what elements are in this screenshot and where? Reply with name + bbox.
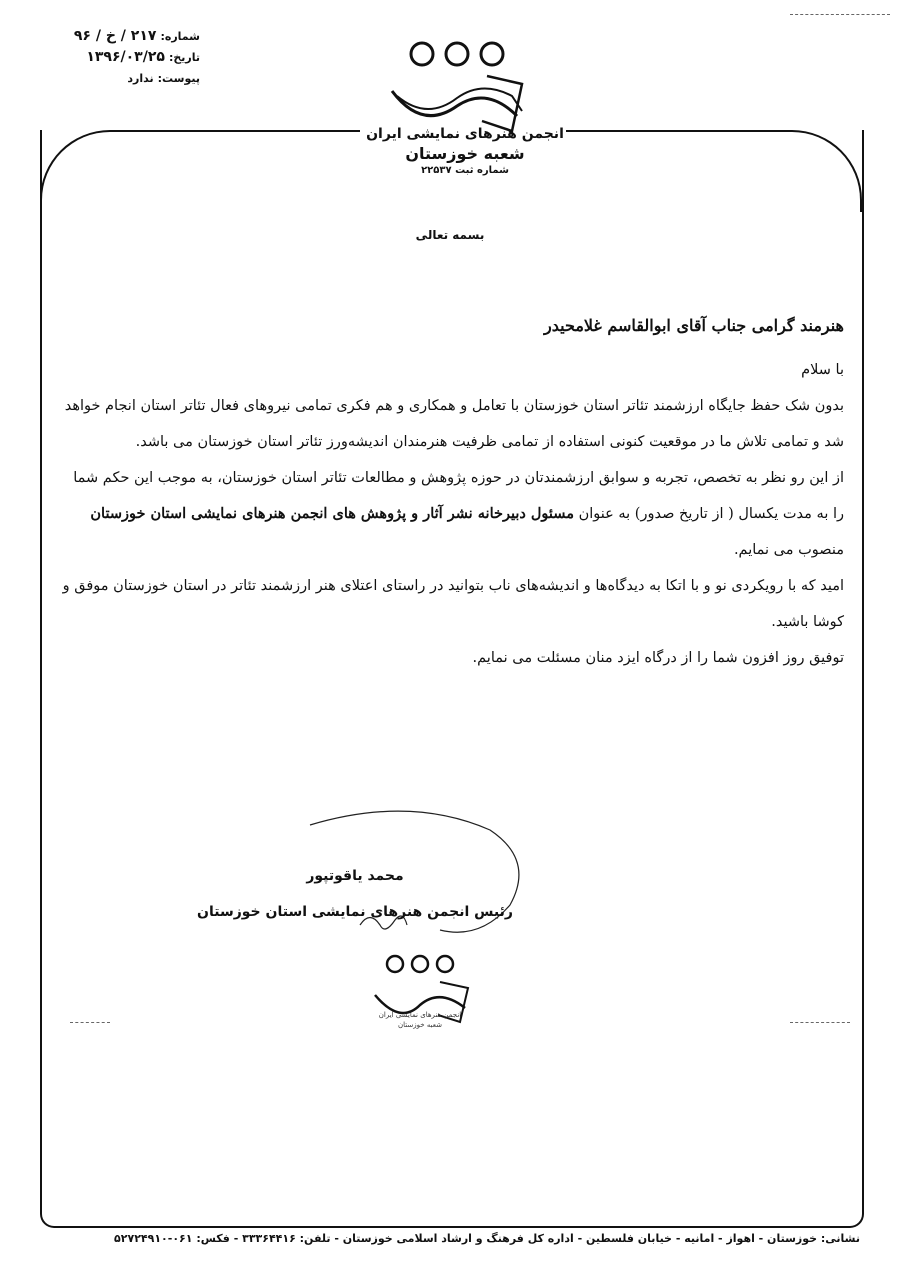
letter-paragraph-2-end: منصوب می نمایم. xyxy=(733,542,844,558)
association-name: انجمن هنرهای نمایشی ایران xyxy=(366,126,564,142)
association-logo-icon xyxy=(382,36,532,136)
letter-paragraph-2-start: از این رو نظر به تخصص، تجربه و سوابق ارزشمندتان در حوزه پژوهش و مطالعات تئاتر استان خوزستان، به موجب این حکم شما را به مدت یکسال ( از تاریخ صدور) به عنوان xyxy=(73,470,844,522)
association-header xyxy=(340,126,590,176)
stamp-line-1: انجمن هنرهای نمایشی ایران xyxy=(378,1011,462,1019)
letter-paragraph-2 xyxy=(62,460,844,568)
letter-number-value: ۲۱۷ / خ / ۹۶ xyxy=(73,28,157,44)
scan-mark xyxy=(790,14,890,16)
letter-body xyxy=(62,308,844,676)
signatory-name: محمد یاقوتپور xyxy=(306,868,404,884)
stamp-text xyxy=(355,1010,485,1030)
letter-greeting: با سلام xyxy=(801,362,844,378)
appointment-position: مسئول دبیرخانه نشر آثار و پژوهش های انجمن هنرهای نمایشی استان خوزستان xyxy=(90,505,574,522)
frame-corner-left xyxy=(40,130,360,212)
letter-attachment-row xyxy=(40,70,200,87)
letter-attachment-value: ندارد xyxy=(127,72,154,85)
association-branch: شعبه خوزستان xyxy=(405,144,525,163)
frame-corner-right xyxy=(566,130,862,212)
letter-number-label: شماره: xyxy=(160,30,200,43)
letter-date-row xyxy=(40,49,200,66)
page-frame xyxy=(40,130,864,1228)
scan-mark xyxy=(790,1022,850,1024)
footer-address: نشانی: خوزستان - اهواز - امانیه - خیابان فلسطین - اداره کل فرهنگ و ارشاد اسلامی خوزستان - تلفن: ۳۳۳۶۴۴۱۶ - فکس: ۰۶۱-۵۲۷۲۴۹۱۰ xyxy=(114,1232,860,1245)
letter-attachment-label: پیوست: xyxy=(157,72,200,85)
scan-mark xyxy=(70,1022,110,1024)
letter-paragraph-1: بدون شک حفظ جایگاه ارزشمند تئاتر استان خوزستان با تعامل و همکاری و هم فکری تمامی نیروهای فعال تئاتر استان انجام خواهد شد و تمامی تلاش ما در موقعیت کنونی استفاده از تمامی ظرفیت هنرمندان اندیشه‌ورز تئاتر استان خوزستان می باشد. xyxy=(64,398,844,450)
registration-number: شماره ثبت ۲۲۵۳۷ xyxy=(421,165,509,176)
letter-recipient: هنرمند گرامی جناب آقای ابوالقاسم غلامحیدر xyxy=(544,316,844,335)
bismillah-heading: بسمه تعالی xyxy=(415,228,485,242)
letter-paragraph-3: امید که با رویکردی نو و با اتکا به دیدگاه‌ها و اندیشه‌های ناب بتوانید در راستای اعتلای هنر ارزشمند تئاتر در استان خوزستان موفق و کوشا باشید. xyxy=(62,578,844,630)
letter-metadata xyxy=(40,28,200,91)
stamp-line-2: شعبه خوزستان xyxy=(398,1021,442,1029)
signature-block xyxy=(190,858,520,930)
letter-date-label: تاریخ: xyxy=(168,51,200,64)
letter-number-row xyxy=(40,28,200,45)
letter-date-value: ۱۳۹۶/۰۳/۲۵ xyxy=(86,49,165,65)
signatory-title: رئیس انجمن هنرهای نمایشی استان خوزستان xyxy=(197,904,513,920)
letter-paragraph-4: توفیق روز افزون شما را از درگاه ایزد منان مسئلت می نمایم. xyxy=(472,650,844,666)
